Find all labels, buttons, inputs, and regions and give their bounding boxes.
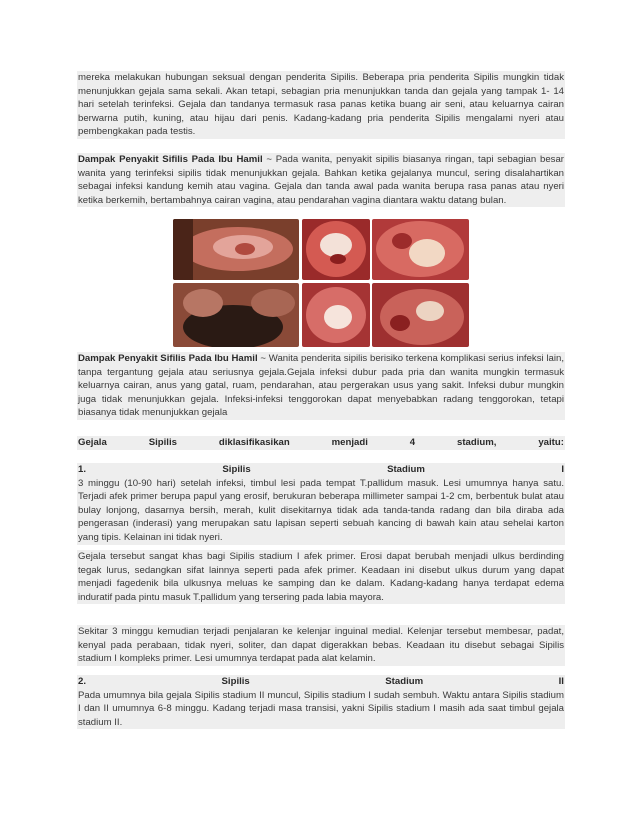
word: menjadi — [331, 437, 368, 448]
word: yaitu: — [538, 437, 564, 448]
paragraph-text: ~ Pada wanita, penyakit sipilis biasanya ringan, tapi sebagian besar wanita yang terinfeksi sipilis tidak menunjukkan gejala. Bahkan ketika gejalanya muncul, sering disalahartikan sebagai infeksi kandung kemih atau vagina. Gejala dan tanda awal pada wanita berupa rasa panas atau nyeri ketika berkemih, bertambahnya cairan vagina, atau pendarahan vagina diantara waktu datang bulan. — [78, 154, 564, 206]
section-heading: Dampak Penyakit Sifilis Pada Ibu Hamil — [78, 154, 263, 165]
section-stadium-1 — [77, 463, 565, 545]
word: 4 — [409, 437, 416, 448]
word: Stadium — [385, 676, 424, 687]
stadium-2-heading — [78, 675, 564, 689]
word: I — [561, 464, 564, 475]
word: Stadium — [387, 464, 425, 475]
word: Sipilis — [222, 464, 251, 475]
clinical-photo-5 — [302, 283, 370, 347]
clinical-photo-3 — [372, 219, 469, 280]
paragraph-men-symptoms — [77, 71, 565, 139]
paragraph-stadium-1-kompleks — [77, 625, 565, 666]
paragraph-stadium-1-ulcus — [77, 550, 565, 604]
paragraph-text: Pada umumnya bila gejala Sipilis stadium II muncul, Sipilis stadium I sudah sembuh. Waktu antara Sipilis stadium I dan II umumnya 6-8 minggu. Kadang terjadi masa transisi, yakni Sipilis stadium I masih ada saat timbul gejala stadium II. — [78, 689, 564, 728]
clinical-photo-1 — [173, 219, 299, 280]
word: stadium, — [457, 437, 497, 448]
stadium-1-heading — [78, 463, 564, 477]
clinical-photo-2 — [302, 219, 370, 280]
paragraph-women-symptoms — [77, 153, 565, 207]
word: diklasifikasikan — [218, 437, 290, 448]
photo-grid — [173, 219, 469, 347]
stadium-classification-line — [77, 436, 565, 450]
paragraph-text: mereka melakukan hubungan seksual dengan penderita Sipilis. Beberapa pria penderita Sipilis mungkin tidak menunjukkan gejala sama sekali. Akan tetapi, sebagian pria menunjukkan tanda dan gejala yang tampak 1- 14 hari setelah terinfeksi. Gejala dan tandanya termasuk rasa panas ketika buang air seni, atau keluarnya cairan berwarna putih, kuning, atau hijau dari penis. Kadang-kadang pria penderita Sipilis mengalami nyeri atau pembengkakan pada testis. — [78, 72, 564, 138]
paragraph-complications — [77, 352, 565, 420]
word: II — [558, 676, 564, 687]
section-heading: Dampak Penyakit Sifilis Pada Ibu Hamil — [78, 353, 258, 364]
word: Sipilis — [221, 676, 250, 687]
clinical-photo-6 — [372, 283, 469, 347]
word: 1. — [78, 464, 87, 475]
word: Gejala — [78, 437, 107, 448]
section-stadium-2 — [77, 675, 565, 729]
paragraph-text: ~ Wanita penderita sipilis berisiko terkena komplikasi serius infeksi lain, tanpa tergantung gejala atau seriusnya gejala.Gejala infeksi dubur pada pria dan wanita mungkin termasuk keluarnya cairan, anus yang gatal, ruam, pendarahan, atau pergerakan usus yang sakit. Infeksi dubur mungkin juga tidak menunjukkan gejala. Infeksi-infeksi tenggorokan dapat menyebabkan radang tenggorokan, tetapi biasanya tidak menunjukkan gejala — [78, 353, 564, 419]
paragraph-text: Gejala tersebut sangat khas bagi Sipilis stadium I afek primer. Erosi dapat berubah menjadi ulkus berdinding tegak lurus, sedangkan sifat lainnya seperti pada afek primer. Keadaan ini disebut ulkus durum yang dapat menjadi fagedenik bila ulkusnya meluas ke samping dan ke dalam. Kadang-kadang hanya terdapat edema induratif pada pintu masuk T.pallidum yang tersering pada labia mayora. — [78, 551, 564, 603]
word: 2. — [78, 676, 87, 687]
paragraph-text: 3 minggu (10-90 hari) setelah infeksi, timbul lesi pada tempat T.pallidum masuk. Lesi umumnya hanya satu. Terjadi afek primer berupa papul yang erosif, berukuran beberapa millimeter sampai 1-2 cm, berbentuk bulat atau bulay lonjong, dasarnya bersih, merah, kulit disekitarnya tidak ada tanda-tanda radang dan bila diraba ada pengerasan (inderasi) yang merupakan satu lapisan seperti sebuah kancing di bawah kain atau sehelai karton yang tipis. Kelainan ini tidak nyeri. — [78, 477, 564, 543]
paragraph-text: Sekitar 3 minggu kemudian terjadi penjalaran ke kelenjar inguinal medial. Kelenjar tersebut membesar, padat, kenyal pada perabaan, tidak nyeri, soliter, dan dapat digerakkan bebas. Keadaan itu disebut sebagai Sipilis stadium I kompleks primer. Lesi umumnya terdapat pada alat kelamin. — [78, 626, 564, 665]
clinical-photo-4 — [173, 283, 299, 347]
word: Sipilis — [148, 437, 177, 448]
